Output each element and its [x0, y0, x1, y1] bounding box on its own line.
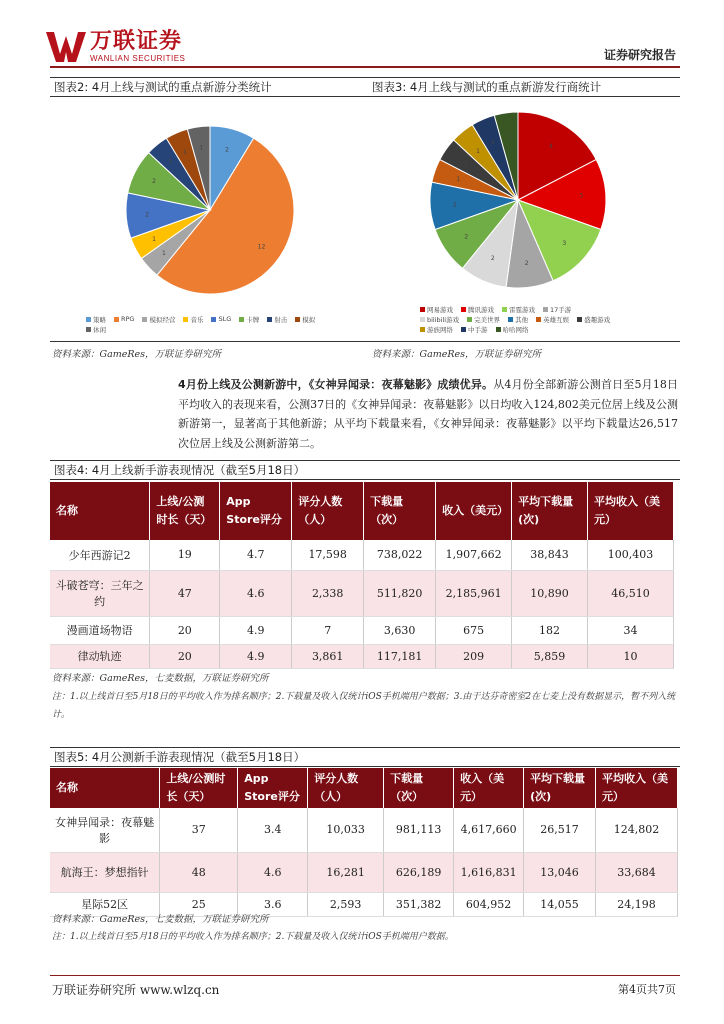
fig2-chart [50, 100, 364, 340]
legend-item [496, 324, 529, 334]
table-header-cell: 收入（美元） [454, 768, 524, 808]
table5-title: 图表5: 4月公测新手游表现情况（截至5月18日） [50, 747, 680, 767]
fig2-legend [50, 314, 364, 334]
table-cell: 斗破苍穹：三年之约 [50, 570, 150, 616]
pie-data-label: 3 [579, 192, 584, 200]
table-cell: 4.9 [220, 644, 292, 668]
legend-label: 游族网络 [427, 325, 453, 334]
page-number: 第4页共7页 [618, 983, 676, 996]
table-cell: 1,907,662 [436, 540, 512, 570]
fig3-source: 资料来源：GameRes，万联证券研究所 [372, 349, 542, 360]
table-cell: 3,630 [364, 616, 436, 644]
legend-item [420, 314, 459, 324]
table-cell: 100,403 [588, 540, 674, 570]
pie-data-label: 1 [464, 160, 469, 168]
legend-swatch [508, 317, 513, 322]
table-row [50, 852, 678, 892]
legend-item [239, 314, 259, 324]
table-cell: 511,820 [364, 570, 436, 616]
table4-source: 资料来源：GameRes，七麦数据，万联证券研究所 [52, 673, 269, 684]
table-row [50, 540, 674, 570]
fig3-chart [372, 100, 680, 340]
table-header-cell: 上线/公测时长（天） [150, 482, 220, 540]
legend-item [420, 304, 453, 314]
legend-label: 英雄互娱 [543, 315, 570, 324]
table-cell: 738,022 [364, 540, 436, 570]
table-cell: 16,281 [308, 852, 384, 892]
legend-label: 休闲 [93, 325, 106, 334]
pie-data-label: 1 [490, 138, 495, 146]
table-cell: 律动轨迹 [50, 644, 150, 668]
pie-data-label: 2 [490, 255, 495, 263]
legend-item [267, 314, 287, 324]
fig2-source: 资料来源：GameRes，万联证券研究所 [52, 349, 222, 360]
chart-bottom-rule [50, 341, 680, 342]
table-cell: 46,510 [588, 570, 674, 616]
legend-swatch [295, 317, 300, 322]
table-cell: 37 [160, 808, 238, 852]
table4-note: 注：1.以上线首日至5月18日的平均收入作为排名顺序；2.下载量及收入仅统计iOS手机端用户数据；3.由于达芬奇密室2在七麦上没有数据显示，暂不列入统计。 [52, 692, 676, 720]
table4 [50, 482, 674, 669]
table-header-cell: 评分人数（人） [308, 768, 384, 808]
legend-label: 腾讯游戏 [468, 305, 494, 314]
table-cell: 4.9 [220, 616, 292, 644]
pie-data-label: 1 [456, 175, 461, 183]
table-header-cell: 平均下载量(次) [512, 482, 588, 540]
fig3-pie-svg [372, 100, 672, 300]
table-cell: 10 [588, 644, 674, 668]
table-cell: 少年西游记2 [50, 540, 150, 570]
legend-label: bilibili游戏 [427, 315, 460, 324]
legend-label: 射击 [274, 315, 288, 324]
table-cell: 17,598 [292, 540, 364, 570]
pie-data-label: 1 [152, 235, 156, 243]
table-cell: 124,802 [596, 808, 678, 852]
legend-item [508, 314, 528, 324]
legend-swatch [420, 307, 425, 312]
legend-label: 哈哈网络 [502, 325, 529, 334]
paragraph-body: 从4月份全部新游公测首日至5月18日平均收入的表现来看，公测37日的《女神异闻录：夜幕魅影》以日均收入124,802美元位居上线及公测新游第一，显著高于其他新游；从平均下载量来看，《女神异闻录：夜幕魅影》以平均下载量达26,517次位居上线及公测新游第二。 [178, 378, 679, 450]
table-cell: 19 [150, 540, 220, 570]
table-cell: 航海王：梦想指针 [50, 852, 160, 892]
table-cell: 10,033 [308, 808, 384, 852]
legend-swatch [239, 317, 244, 322]
table-cell: 女神异闻录：夜幕魅影 [50, 808, 160, 852]
table-cell: 星际52区 [50, 892, 160, 916]
legend-item [461, 324, 488, 334]
logo-english: WANLIAN SECURITIES [90, 54, 186, 63]
legend-label: 策略 [93, 315, 106, 324]
table-cell: 209 [436, 644, 512, 668]
table-cell: 4,617,660 [454, 808, 524, 852]
legend-item [577, 314, 610, 324]
table-cell: 14,055 [524, 892, 596, 916]
legend-swatch [536, 317, 541, 322]
legend-label: 中手游 [468, 325, 488, 334]
pie-data-label: 12 [257, 243, 266, 251]
table-header-cell: App Store评分 [220, 482, 292, 540]
table-header-cell: 评分人数（人） [292, 482, 364, 540]
table-header-cell: 下载量（次） [384, 768, 454, 808]
report-type: 证券研究报告 [603, 48, 676, 62]
table-cell: 981,113 [384, 808, 454, 852]
legend-item [142, 314, 175, 324]
table-cell: 3,861 [292, 644, 364, 668]
legend-swatch [420, 327, 425, 332]
logo-chinese: 万联证券 [90, 29, 183, 54]
legend-swatch [114, 317, 119, 322]
legend-swatch [86, 317, 91, 322]
pie-data-label: 1 [182, 149, 187, 157]
legend-swatch [267, 317, 272, 322]
legend-item [114, 314, 134, 324]
table-cell: 48 [160, 852, 238, 892]
table-cell: 20 [150, 616, 220, 644]
fig2-pie-svg [50, 100, 364, 310]
table-row [50, 644, 674, 668]
legend-swatch [461, 307, 466, 312]
table-cell: 117,181 [364, 644, 436, 668]
legend-label: 完美世界 [474, 315, 501, 324]
legend-label: 音乐 [190, 315, 204, 324]
legend-swatch [142, 317, 147, 322]
table-cell: 25 [160, 892, 238, 916]
table-cell: 13,046 [524, 852, 596, 892]
table-header-cell: 平均下载量(次) [524, 768, 596, 808]
legend-label: SLG [218, 315, 232, 323]
table-cell: 675 [436, 616, 512, 644]
legend-swatch [183, 317, 188, 322]
legend-label: 网易游戏 [427, 305, 453, 314]
legend-item [420, 324, 453, 334]
figure-title-bar [50, 77, 680, 97]
legend-swatch [86, 327, 91, 332]
legend-label: 盛趣游戏 [584, 315, 611, 324]
analysis-paragraph [178, 375, 678, 453]
legend-item [461, 304, 494, 314]
table5-container [50, 768, 680, 917]
pie-data-label: 2 [145, 211, 150, 219]
footer-company: 万联证券研究所 www.wlzq.cn [52, 983, 220, 997]
pie-data-label: 1 [162, 250, 166, 258]
table-cell: 5,859 [512, 644, 588, 668]
company-logo [46, 30, 185, 64]
legend-swatch [543, 307, 548, 312]
table-cell: 4.7 [220, 540, 292, 570]
table-header-cell: 下载量（次） [364, 482, 436, 540]
pie-data-label: 3 [562, 240, 567, 248]
legend-item [543, 304, 571, 314]
legend-swatch [461, 327, 466, 332]
table-cell: 2,185,961 [436, 570, 512, 616]
legend-swatch [420, 317, 425, 322]
fig2-title: 图表2: 4月上线与测试的重点新游分类统计 [54, 80, 272, 94]
legend-label: 模拟经营 [149, 315, 176, 324]
table-row [50, 616, 674, 644]
table-header-cell: 名称 [50, 768, 160, 808]
table-header-cell: 名称 [50, 482, 150, 540]
pie-data-label: 1 [199, 144, 204, 152]
table-cell: 20 [150, 644, 220, 668]
legend-item [536, 314, 569, 324]
legend-item [502, 304, 535, 314]
table-cell: 2,338 [292, 570, 364, 616]
table-header-cell: 平均收入（美元） [588, 482, 674, 540]
table-row [50, 570, 674, 616]
pie-data-label: 2 [524, 259, 529, 267]
footer-divider [50, 975, 680, 976]
table-cell: 26,517 [524, 808, 596, 852]
table-cell: 10,890 [512, 570, 588, 616]
legend-label: 17手游 [550, 305, 572, 314]
table-header-cell: 收入（美元） [436, 482, 512, 540]
table-cell: 34 [588, 616, 674, 644]
table-cell: 33,684 [596, 852, 678, 892]
legend-label: 卡牌 [246, 315, 260, 324]
table-cell: 182 [512, 616, 588, 644]
legend-swatch [502, 307, 507, 312]
fig3-legend [372, 304, 672, 334]
table5-source: 资料来源：GameRes，七麦数据，万联证券研究所 [52, 914, 269, 925]
legend-item [295, 314, 315, 324]
pie-data-label: 2 [464, 233, 469, 241]
table5 [50, 768, 678, 917]
legend-item [211, 314, 231, 324]
pie-data-label: 2 [452, 201, 457, 209]
legend-swatch [577, 317, 582, 322]
legend-item [467, 314, 500, 324]
table-row [50, 808, 678, 852]
legend-swatch [211, 317, 216, 322]
pie-data-label: 1 [476, 147, 480, 155]
table4-container [50, 482, 680, 669]
pie-data-label: 2 [225, 146, 229, 154]
table-cell: 漫画道场物语 [50, 616, 150, 644]
legend-swatch [467, 317, 472, 322]
pie-data-label: 1 [168, 158, 173, 166]
fig3-title: 图表3: 4月上线与测试的重点新游发行商统计 [372, 80, 602, 94]
legend-label: RPG [121, 315, 135, 323]
table-cell: 2,593 [308, 892, 384, 916]
legend-label: 模拟 [302, 315, 316, 324]
table-cell: 47 [150, 570, 220, 616]
pie-data-label: 4 [549, 142, 553, 150]
pie-data-label: 2 [152, 178, 156, 186]
table-cell: 1,616,831 [454, 852, 524, 892]
legend-label: 其他 [515, 315, 529, 324]
table-cell: 3.6 [238, 892, 308, 916]
legend-swatch [496, 327, 501, 332]
table-cell: 24,198 [596, 892, 678, 916]
table-cell: 626,189 [384, 852, 454, 892]
table-cell: 351,382 [384, 892, 454, 916]
legend-item [86, 324, 106, 334]
header-divider [50, 66, 680, 68]
logo-w-icon [46, 30, 86, 64]
table4-title: 图表4: 4月上线新手游表现情况（截至5月18日） [50, 460, 680, 480]
pie-data-label: 1 [507, 134, 512, 142]
table-cell: 4.6 [220, 570, 292, 616]
legend-item [183, 314, 203, 324]
table-header-cell: 上线/公测时长（天） [160, 768, 238, 808]
table-cell: 3.4 [238, 808, 308, 852]
table-cell: 604,952 [454, 892, 524, 916]
legend-item [86, 314, 106, 324]
paragraph-lead: 4月份上线及公测新游中，《女神异闻录：夜幕魅影》成绩优异。 [178, 378, 494, 391]
table-header-cell: App Store评分 [238, 768, 308, 808]
table5-note: 注：1.以上线首日至5月18日的平均收入作为排名顺序；2.下载量及收入仅统计iOS手机端用户数据。 [52, 932, 454, 942]
legend-label: 雷霆游戏 [509, 305, 535, 314]
table-cell: 4.6 [238, 852, 308, 892]
table-cell: 38,843 [512, 540, 588, 570]
table-cell: 7 [292, 616, 364, 644]
table-header-cell: 平均收入（美元） [596, 768, 678, 808]
